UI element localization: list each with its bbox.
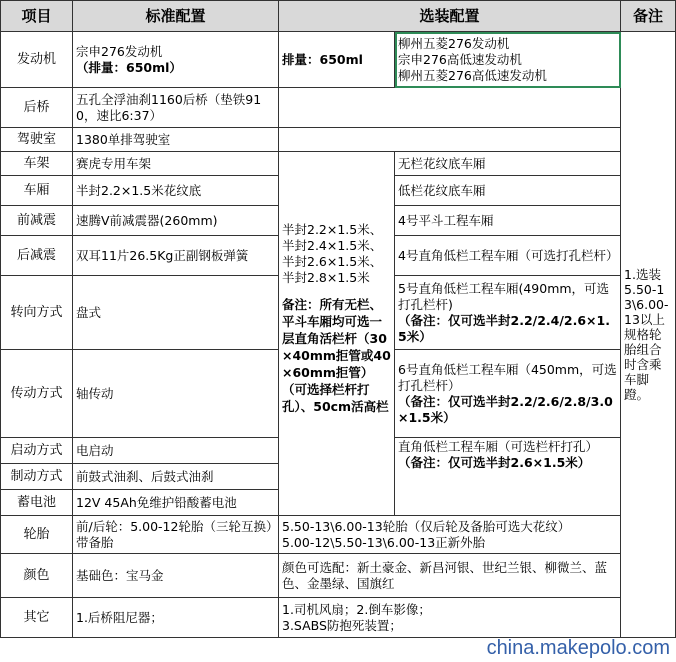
std-steering: 盘式 — [73, 276, 279, 350]
label-brake: 制动方式 — [1, 464, 73, 490]
opt-lowbar — [395, 438, 621, 516]
opt-rear-shock: 4号直角低栏工程车厢（可选打孔栏杆） — [395, 236, 621, 276]
opt-lowbar-note: （备注：仅可选半封2.6×1.5米） — [398, 455, 591, 470]
opt-other — [279, 598, 621, 638]
label-steering: 转向方式 — [1, 276, 73, 350]
label-front-shock: 前减震 — [1, 206, 73, 236]
header-remark: 备注 — [621, 1, 676, 32]
row-frame — [1, 152, 676, 176]
label-start: 启动方式 — [1, 438, 73, 464]
body-size: 半封2.8×1.5米 — [282, 270, 370, 285]
opt-front-shock: 4号平斗工程车厢 — [395, 206, 621, 236]
opt-engine-list[interactable] — [395, 32, 621, 88]
body-size: 半封2.2×1.5米、 — [282, 222, 383, 237]
opt-other-line1: 1.司机风扇；2.倒车影像； — [282, 601, 431, 617]
watermark: china.makepolo.com — [486, 637, 670, 659]
opt-cab — [279, 128, 621, 152]
std-engine — [73, 32, 279, 88]
std-frame: 赛虎专用车架 — [73, 152, 279, 176]
remark-cell: 1.选装5.50-13\6.00-13以上规格轮胎组合时含乘车脚蹬。 — [621, 32, 676, 638]
opt-tire-line2: 5.00-12\5.50-13\6.00-13正新外胎 — [282, 534, 486, 550]
opt-steering-text: 5号直角低栏工程车厢(490mm，可选打孔栏杆) — [398, 280, 610, 312]
std-color: 基础色：宝马金 — [73, 554, 279, 598]
row-other — [1, 598, 676, 638]
row-engine — [1, 32, 676, 88]
opt-axle — [279, 88, 621, 128]
header-item: 项目 — [1, 1, 73, 32]
label-frame: 车架 — [1, 152, 73, 176]
opt-frame: 无栏花纹底车厢 — [395, 152, 621, 176]
row-color — [1, 554, 676, 598]
std-body: 半封2.2×1.5米花纹底 — [73, 176, 279, 206]
header-optional: 选装配置 — [279, 1, 621, 32]
opt-engine-item: 柳州五菱276发动机 — [398, 35, 510, 51]
std-axle: 五孔全浮油刹1160后桥（垫铁910，速比6:37） — [73, 88, 279, 128]
body-note: 备注：所有无栏、平斗车厢均可选一层直角活栏杆（30×40mm拒管或40×60mm拒管）（可选择栏杆打孔）、50cm活高栏 — [282, 297, 391, 414]
opt-body: 低栏花纹底车厢 — [395, 176, 621, 206]
std-engine-line1: 宗申276发动机 — [76, 43, 163, 59]
opt-drive — [395, 350, 621, 438]
std-front-shock: 速腾V前减震器(260mm) — [73, 206, 279, 236]
opt-lowbar-text: 直角低栏工程车厢（可选栏杆打孔） — [398, 439, 599, 454]
label-other: 其它 — [1, 598, 73, 638]
opt-engine-displacement: 排量：650ml — [279, 32, 395, 88]
std-cab: 1380单排驾驶室 — [73, 128, 279, 152]
label-battery: 蓄电池 — [1, 490, 73, 516]
std-tire: 前/后轮：5.00-12轮胎（三轮互换）带备胎 — [73, 516, 279, 554]
opt-tire — [279, 516, 621, 554]
opt-drive-text: 6号直角低栏工程车厢（450mm，可选打孔栏杆） — [398, 361, 617, 393]
opt-color: 颜色可选配：新土豪金、新昌河银、世纪兰银、柳微兰、蓝色、金墨绿、国旗红 — [279, 554, 621, 598]
header-standard: 标准配置 — [73, 1, 279, 32]
std-drive: 轴传动 — [73, 350, 279, 438]
row-tire — [1, 516, 676, 554]
std-other: 1.后桥阻尼器； — [73, 598, 279, 638]
label-drive: 传动方式 — [1, 350, 73, 438]
label-color: 颜色 — [1, 554, 73, 598]
row-cab — [1, 128, 676, 152]
label-tire: 轮胎 — [1, 516, 73, 554]
std-rear-shock: 双耳11片26.5Kg正副钢板弹簧 — [73, 236, 279, 276]
label-cab: 驾驶室 — [1, 128, 73, 152]
body-options-mid — [279, 152, 395, 516]
opt-other-line2: 3.SABS防抱死装置； — [282, 617, 402, 633]
std-battery: 12V 45Ah免维护铅酸蓄电池 — [73, 490, 279, 516]
opt-engine-item: 柳州五菱276高低速发动机 — [398, 67, 547, 83]
opt-engine-item: 宗申276高低速发动机 — [398, 51, 522, 67]
header-row — [1, 1, 676, 32]
opt-steering-note: （备注：仅可选半封2.2/2.4/2.6×1.5米） — [398, 312, 610, 344]
row-axle — [1, 88, 676, 128]
label-rear-shock: 后减震 — [1, 236, 73, 276]
std-start: 电启动 — [73, 438, 279, 464]
label-axle: 后桥 — [1, 88, 73, 128]
body-size: 半封2.6×1.5米、 — [282, 254, 383, 269]
opt-tire-line1: 5.50-13\6.00-13轮胎（仅后轮及备胎可选大花纹） — [282, 518, 571, 534]
std-engine-line2: （排量：650ml） — [76, 59, 182, 75]
opt-drive-note: （备注：仅可选半封2.2/2.6/2.8/3.0×1.5米） — [398, 393, 613, 425]
label-engine: 发动机 — [1, 32, 73, 88]
std-brake: 前鼓式油刹、后鼓式油刹 — [73, 464, 279, 490]
opt-steering — [395, 276, 621, 350]
label-body: 车厢 — [1, 176, 73, 206]
body-size: 半封2.4×1.5米、 — [282, 238, 383, 253]
